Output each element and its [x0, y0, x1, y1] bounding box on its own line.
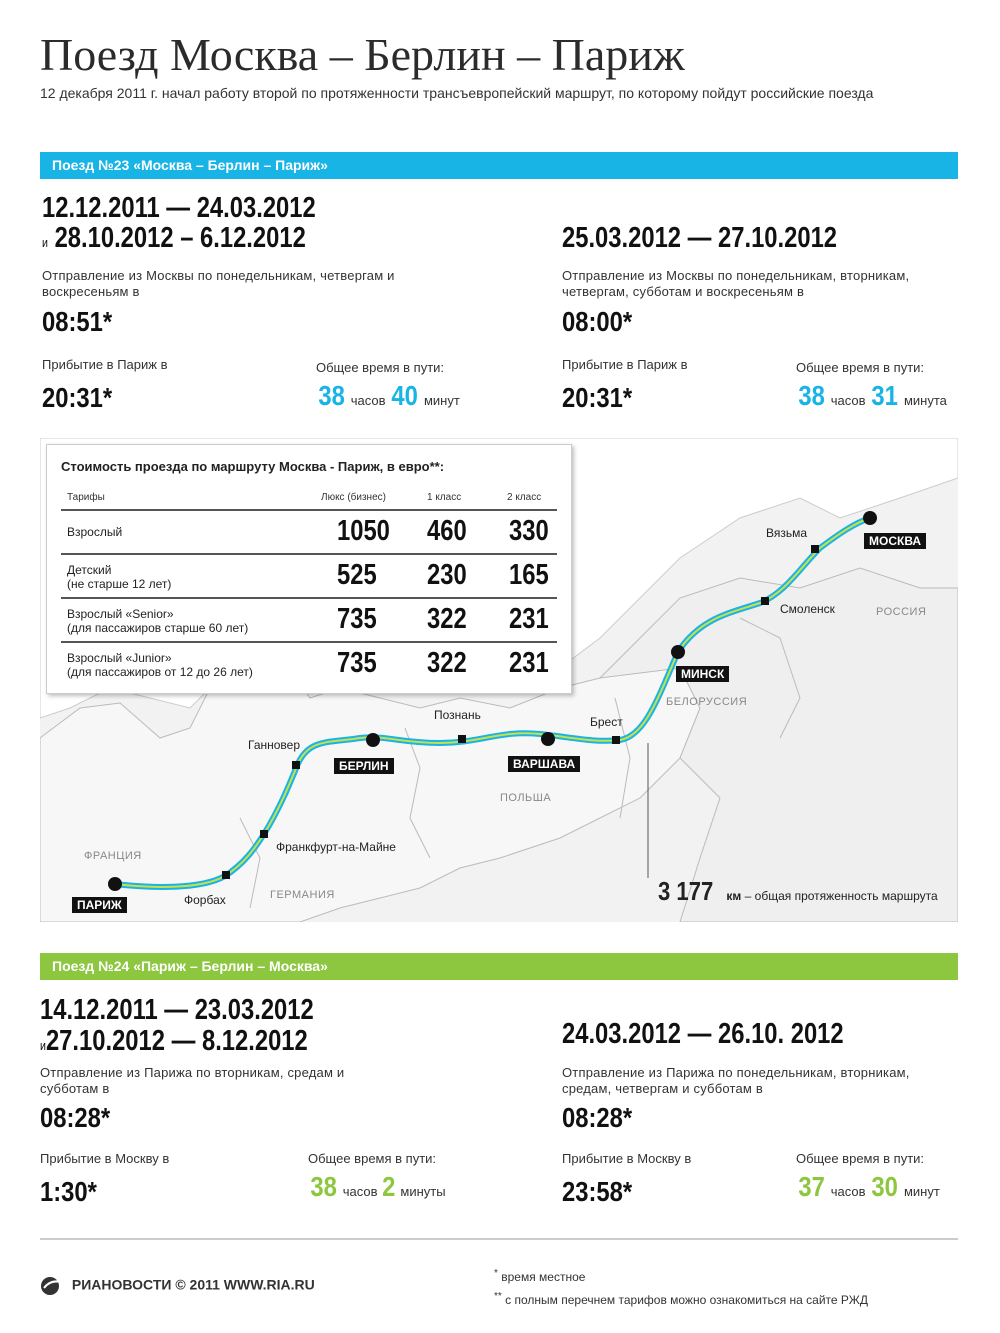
city-label-moscow: МОСКВА: [864, 533, 926, 549]
t23-left-and: и: [42, 235, 48, 250]
t24-right-minutes-unit: минут: [903, 1184, 940, 1199]
t23-right-departure-desc: Отправление из Москвы по понедельникам, вторникам, четвергам, субботам и воскресеньям в: [562, 268, 910, 299]
station-brest-marker: [612, 736, 620, 744]
tariff-row-name: Взрослый: [67, 525, 123, 539]
footnote-text-1: время местное: [501, 1270, 586, 1284]
capital-warsaw-marker: [541, 732, 555, 746]
t24-right-hours-unit: часов: [830, 1184, 866, 1199]
tariff-row-name: Взрослый «Senior» (для пассажиров старше 60 лет): [67, 607, 249, 635]
t24-left-hours: 38: [310, 1171, 337, 1202]
t24-right-hours: 37: [798, 1171, 825, 1202]
tariff-second-value: 330: [509, 515, 549, 547]
page-title: Поезд Москва – Берлин – Париж: [40, 29, 685, 80]
t23-right-minutes-unit: минута: [903, 393, 947, 408]
footnote-text-2: с полным перечнем тарифов можно ознакомиться на сайте РЖД: [505, 1293, 868, 1307]
t23-right-departure-time: 08:00*: [562, 306, 633, 337]
station-smolensk-marker: [761, 597, 769, 605]
city-label-berlin: БЕРЛИН: [334, 758, 394, 774]
city-label-frankfurt: Франкфурт-на-Майне: [276, 840, 396, 854]
tariff-second-value: 165: [509, 559, 549, 591]
t24-left-and: и: [40, 1038, 46, 1053]
t24-left-departure-time: 08:28*: [40, 1102, 111, 1133]
t23-right-date1: 25.03.2012 — 27.10.2012: [562, 222, 838, 254]
tariff-first-value: 460: [427, 515, 467, 547]
city-label-paris: ПАРИЖ: [72, 897, 127, 913]
t24-left-minutes-unit: минуты: [400, 1184, 446, 1199]
station-poznan-marker: [458, 735, 466, 743]
tariff-second-value: 231: [509, 647, 549, 679]
distance-unit: км: [726, 889, 742, 903]
tariff-row-name: Детский (не старше 12 лет): [67, 563, 172, 591]
t23-right-hours-unit: часов: [830, 393, 866, 408]
tariff-first-value: 322: [427, 647, 467, 679]
country-label-belarus: БЕЛОРУССИЯ: [666, 696, 748, 708]
t23-left-date1: 12.12.2011 — 24.03.2012: [42, 192, 316, 224]
train23-band: Поезд №23 «Москва – Берлин – Париж»: [40, 152, 958, 179]
city-label-smolensk: Смоленск: [780, 602, 835, 616]
t24-right-departure-desc: Отправление из Парижа по понедельникам, вторникам, средам, четвергам и субботам в: [562, 1065, 910, 1096]
city-label-hannover: Ганновер: [248, 738, 301, 752]
tariff-second-value: 231: [509, 603, 549, 635]
t23-right-arrival-time: 20:31*: [562, 382, 633, 413]
t24-right-date1: 24.03.2012 — 26.10. 2012: [562, 1018, 844, 1050]
map-land-west: [40, 658, 700, 922]
tariff-first-value: 322: [427, 603, 467, 635]
t23-left-total-label: Общее время в пути:: [316, 360, 445, 375]
tariff-row: [61, 641, 557, 687]
station-frankfurt-marker: [260, 830, 268, 838]
t24-right-duration: [796, 1171, 940, 1203]
t23-left-arrival-label: Прибытие в Париж в: [42, 357, 168, 372]
train24-band: Поезд №24 «Париж – Берлин – Москва»: [40, 953, 958, 980]
t24-right-arrival-time: 23:58*: [562, 1176, 633, 1207]
t23-left-date2: 28.10.2012 – 6.12.2012: [54, 222, 306, 254]
distance-desc: – общая протяженность маршрута: [744, 889, 938, 903]
t23-left-arrival-time: 20:31*: [42, 382, 113, 413]
page-subtitle: 12 декабря 2011 г. начал работу второй по протяженности трансъевропейский маршрут, по которому пойдут российские поезда: [40, 85, 874, 101]
t23-left-departure-time: 08:51*: [42, 306, 113, 337]
tariff-table: [46, 444, 572, 694]
t23-right-hours: 38: [798, 380, 825, 411]
tariff-lux-value: 735: [337, 647, 377, 679]
t23-left-minutes: 40: [391, 380, 419, 411]
t23-left-departure-desc: Отправление из Москвы по понедельникам, четвергам и воскресеньям в: [42, 268, 395, 299]
t23-right-total-label: Общее время в пути:: [796, 360, 925, 375]
station-vyazma-marker: [811, 545, 819, 553]
t23-left-minutes-unit: минут: [423, 393, 460, 408]
capital-berlin-marker: [366, 733, 380, 747]
ria-logo: [40, 1276, 315, 1296]
tariff-header-tariffs: Тарифы: [67, 492, 105, 503]
country-label-poland: ПОЛЬША: [500, 792, 552, 804]
t24-left-arrival-label: Прибытие в Москву в: [40, 1151, 170, 1166]
t24-right-departure-time: 08:28*: [562, 1102, 633, 1133]
city-label-brest: Брест: [590, 715, 623, 729]
tariff-lux-value: 1050: [337, 515, 390, 547]
ria-logo-text: РИАНОВОСТИ: [71, 1276, 172, 1293]
copyright: © 2011: [175, 1276, 220, 1293]
city-label-poznan: Познань: [434, 708, 481, 722]
footnote-local-time: [494, 1268, 585, 1284]
t24-left-arrival-time: 1:30*: [40, 1176, 97, 1207]
t24-left-date1: 14.12.2011 — 23.03.2012: [40, 994, 314, 1026]
t23-right-duration: [796, 380, 947, 412]
footnote-tariffs: [494, 1291, 868, 1307]
country-label-france: ФРАНЦИЯ: [84, 850, 142, 862]
country-label-germany: ГЕРМАНИЯ: [270, 889, 335, 901]
t23-left-hours: 38: [318, 380, 345, 411]
t23-left-date2-row: [42, 222, 306, 255]
tariff-row-name: Взрослый «Junior» (для пассажиров от 12 до 26 лет): [67, 651, 253, 679]
t24-right-total-label: Общее время в пути:: [796, 1151, 925, 1166]
tariff-lux-value: 525: [337, 559, 377, 591]
city-label-minsk: МИНСК: [676, 666, 729, 682]
tariff-header-lux: Люкс (бизнес): [321, 492, 386, 503]
t23-right-arrival-label: Прибытие в Париж в: [562, 357, 688, 372]
t24-left-hours-unit: часов: [342, 1184, 378, 1199]
tariff-lux-value: 735: [337, 603, 377, 635]
footer-divider: [40, 1238, 958, 1240]
t24-left-date2: 27.10.2012 — 8.12.2012: [45, 1025, 308, 1057]
t24-left-total-label: Общее время в пути:: [308, 1151, 437, 1166]
t23-left-duration: [316, 380, 460, 412]
t24-left-departure-desc: Отправление из Парижа по вторникам, средам и субботам в: [40, 1065, 345, 1096]
country-label-russia: РОССИЯ: [876, 606, 927, 618]
city-label-forbach: Форбах: [184, 893, 226, 907]
t24-left-minutes: 2: [382, 1171, 396, 1202]
t24-left-duration: [308, 1171, 446, 1203]
t24-right-minutes: 30: [871, 1171, 899, 1202]
capital-minsk-marker: [671, 645, 685, 659]
site-link[interactable]: WWW.RIA.RU: [223, 1276, 315, 1293]
t23-left-hours-unit: часов: [350, 393, 386, 408]
ria-logo-icon: [40, 1276, 68, 1296]
tariff-header-second: 2 класс: [507, 492, 542, 503]
city-label-warsaw: ВАРШАВА: [508, 756, 580, 772]
capital-paris-marker: [108, 877, 122, 891]
t23-right-minutes: 31: [871, 380, 899, 411]
tariff-row: [61, 553, 557, 599]
t24-right-arrival-label: Прибытие в Москву в: [562, 1151, 692, 1166]
tariff-row: [61, 509, 557, 555]
t24-left-date2-row: [40, 1025, 308, 1058]
capital-moscow-marker: [863, 511, 877, 525]
station-hannover-marker: [292, 761, 300, 769]
tariff-title: Стоимость проезда по маршруту Москва - Париж, в евро**:: [61, 459, 445, 474]
city-label-vyazma: Вязьма: [766, 526, 808, 540]
station-forbach-marker: [222, 871, 230, 879]
footnote-mark-2: **: [494, 1291, 502, 1302]
tariff-first-value: 230: [427, 559, 467, 591]
route-distance: [658, 876, 938, 907]
tariff-row: [61, 597, 557, 643]
footnote-mark-1: *: [494, 1268, 498, 1279]
distance-value: 3 177: [658, 876, 714, 906]
tariff-header-first: 1 класс: [427, 492, 462, 503]
